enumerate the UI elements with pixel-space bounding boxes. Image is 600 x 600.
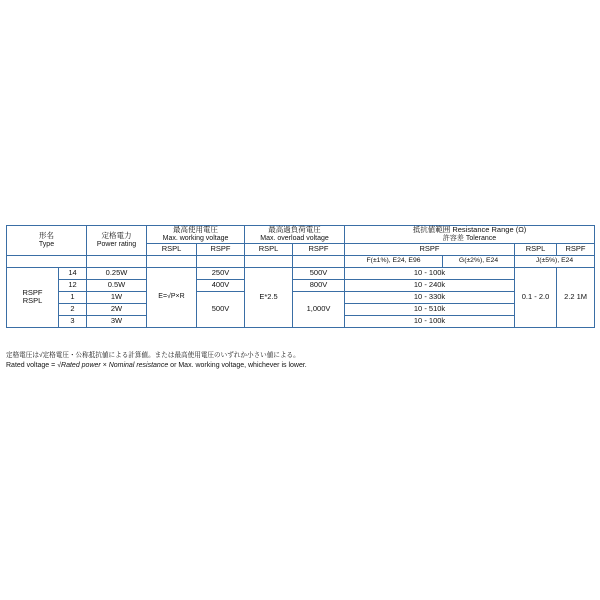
row-power: 0.5W (87, 279, 147, 291)
tolerance-fg-span: 0.1 - 2.0 (515, 267, 557, 327)
header-overload-rspf: RSPF (293, 243, 345, 255)
header-group-rspl: RSPL (515, 243, 557, 255)
header-row-1 (7, 226, 595, 244)
header-overload-rspl-blank (245, 255, 293, 267)
header-power-jp: 定格電力 (101, 231, 132, 240)
header-resistance-range (345, 226, 595, 244)
header-power-blank (87, 255, 147, 267)
spec-table-container (6, 225, 594, 328)
header-overload-jp: 最高過負荷電圧 (268, 225, 321, 234)
header-tolerance-g: G(±2%), E24 (443, 255, 515, 267)
row-range: 10 - 100k (345, 267, 515, 279)
header-working-rspl: RSPL (147, 243, 197, 255)
header-working-jp: 最高使用電圧 (173, 225, 218, 234)
header-type-jp: 形名 (39, 231, 54, 240)
header-tolerance-f: F(±1%), E24, E96 (345, 255, 443, 267)
header-type-en: Type (38, 240, 55, 248)
header-row-3 (7, 255, 595, 267)
header-group-rspf2: RSPF (557, 243, 595, 255)
sqrt-symbol: √ (57, 361, 62, 369)
header-overload-rspl: RSPL (245, 243, 293, 255)
header-working-rspf-blank (197, 255, 245, 267)
footnote-en-suffix: or Max. working voltage, whichever is lower. (168, 361, 307, 369)
row-code: 2 (59, 303, 87, 315)
row-overload-rspf: 800V (293, 279, 345, 291)
header-tolerance-jp: 許容差 Tolerance (442, 234, 497, 242)
row-working-rspf: 250V (197, 267, 245, 279)
footnote-en-prefix: Rated voltage = (6, 361, 58, 369)
specification-table (6, 225, 595, 328)
table-row (7, 279, 595, 291)
header-tolerance-j: J(±5%), E24 (515, 255, 595, 267)
row-overload-rspf: 500V (293, 267, 345, 279)
header-working-en: Max. working voltage (162, 234, 229, 242)
row-power: 2W (87, 303, 147, 315)
header-power (87, 226, 147, 256)
working-rspl-formula: E=√P×R (147, 267, 197, 327)
row-range: 10 - 100k (345, 315, 515, 327)
overload-rspl-value: E*2.5 (245, 267, 293, 327)
row-code: 1 (59, 291, 87, 303)
header-overload-rspf-blank (293, 255, 345, 267)
row-range: 10 - 330k (345, 291, 515, 303)
table-row (7, 291, 595, 303)
header-type (7, 226, 87, 256)
row-type-label (7, 267, 59, 327)
row-power: 0.25W (87, 267, 147, 279)
row-working-rspf: 400V (197, 279, 245, 291)
header-working-voltage (147, 226, 245, 244)
header-power-en: Power rating (96, 240, 137, 248)
type-rspf: RSPF (22, 287, 43, 297)
footnote-en (6, 361, 594, 372)
footnotes (6, 351, 594, 371)
header-overload-en: Max. overload voltage (260, 234, 329, 242)
header-range-jp: 抵抗値範囲 Resistance Range (Ω) (412, 225, 527, 234)
row-range: 10 - 240k (345, 279, 515, 291)
row-range: 10 - 510k (345, 303, 515, 315)
table-row (7, 267, 595, 279)
footnote-jp: 定格電圧は√定格電圧・公称抵抗値による計算値。または最高使用電圧のいずれか小さい値による。 (6, 352, 300, 359)
row-code: 14 (59, 267, 87, 279)
header-working-rspf: RSPF (197, 243, 245, 255)
type-rspl: RSPL (22, 296, 43, 306)
row-overload-rspf: 1,000V (293, 291, 345, 327)
row-code: 3 (59, 315, 87, 327)
row-working-rspf: 500V (197, 291, 245, 327)
header-working-rspl-blank (147, 255, 197, 267)
footnote-en-italic: Rated power × Nominal resistance (61, 361, 169, 369)
row-power: 1W (87, 291, 147, 303)
header-overload-voltage (245, 226, 345, 244)
row-power: 3W (87, 315, 147, 327)
header-type-blank (7, 255, 87, 267)
row-code: 12 (59, 279, 87, 291)
header-group-rspf: RSPF (345, 243, 515, 255)
tolerance-j-span: 2.2 1M (557, 267, 595, 327)
